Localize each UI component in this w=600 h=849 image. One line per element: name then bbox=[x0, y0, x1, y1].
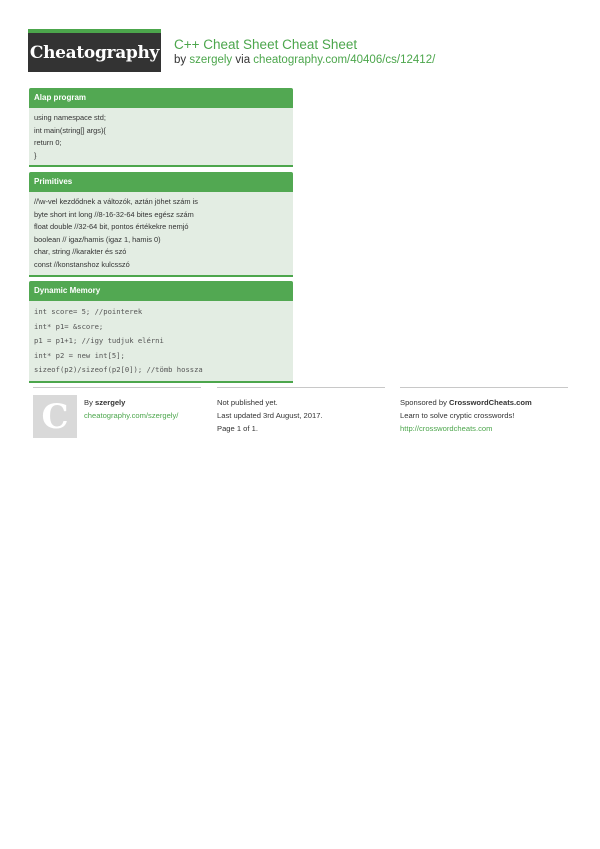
code-line: boolean // igaz/hamis (igaz 1, hamis 0) bbox=[34, 234, 161, 244]
code-line: using namespace std; bbox=[34, 113, 106, 122]
footer-by-label: By bbox=[84, 398, 93, 407]
avatar-letter: C bbox=[41, 396, 69, 437]
published-status: Not published yet. bbox=[217, 398, 278, 407]
via-label: via bbox=[235, 54, 251, 66]
code-line: float double //32-64 bit, pontos értékekre nemjó bbox=[34, 222, 189, 232]
footer-divider bbox=[217, 387, 385, 388]
section-title: Alap program bbox=[29, 88, 293, 108]
logo-text: Cheatography bbox=[29, 42, 160, 63]
code-line: char, string //karakter és szó bbox=[34, 247, 127, 257]
title-block bbox=[174, 37, 435, 68]
footer-sponsor-block bbox=[400, 396, 532, 435]
code-line: p1 = p1+1; //igy tudjuk elérni bbox=[34, 336, 164, 346]
code-line: int* p1= &score; bbox=[34, 321, 104, 331]
author-link[interactable]: szergely bbox=[189, 54, 233, 66]
last-updated: Last updated 3rd August, 2017. bbox=[217, 411, 323, 420]
code-line: int score= 5; //pointerek bbox=[34, 307, 143, 316]
footer-author-url[interactable]: cheatography.com/szergely/ bbox=[84, 411, 179, 420]
sponsor-name: CrosswordCheats.com bbox=[449, 398, 532, 407]
footer-author-block bbox=[84, 396, 178, 422]
section-primitives bbox=[29, 172, 293, 277]
sheet-url-link[interactable]: cheatography.com/40406/cs/12412/ bbox=[253, 54, 436, 66]
byline bbox=[174, 53, 435, 68]
code-line: return 0; bbox=[34, 138, 62, 148]
section-alap-program bbox=[29, 88, 293, 167]
code-line: const //konstanshoz kulcsszó bbox=[34, 259, 130, 269]
cheatography-logo[interactable] bbox=[28, 29, 161, 72]
code-line: byte short int long //8-16-32-64 bites egész szám bbox=[34, 209, 194, 219]
footer-divider bbox=[400, 387, 568, 388]
by-label: by bbox=[174, 54, 187, 66]
section-title: Primitives bbox=[29, 172, 293, 192]
section-dynamic-memory bbox=[29, 281, 293, 383]
footer-meta-block bbox=[217, 396, 323, 435]
footer-divider bbox=[33, 387, 201, 388]
code-line: int main(string[] args){ bbox=[34, 125, 106, 135]
code-line: sizeof(p2)/sizeof(p2[0]); //tömb hossza bbox=[34, 365, 203, 375]
page-title: C++ Cheat Sheet Cheat Sheet bbox=[174, 37, 358, 52]
section-body bbox=[29, 301, 293, 381]
author-avatar[interactable] bbox=[33, 395, 77, 438]
page-number: Page 1 of 1. bbox=[217, 424, 258, 433]
code-line: //\w-vel kezdődnek a változók, aztán jöhet szám is bbox=[34, 197, 198, 206]
section-body bbox=[29, 108, 293, 165]
code-line: int* p2 = new int[5]; bbox=[34, 350, 125, 360]
sponsor-tagline: Learn to solve cryptic crosswords! bbox=[400, 411, 515, 420]
code-line: } bbox=[34, 150, 37, 160]
section-body bbox=[29, 192, 293, 275]
sponsor-prefix: Sponsored by bbox=[400, 398, 447, 407]
section-title: Dynamic Memory bbox=[29, 281, 293, 301]
sponsor-url-link[interactable]: http://crosswordcheats.com bbox=[400, 424, 493, 433]
footer-author-name: szergely bbox=[95, 398, 126, 407]
